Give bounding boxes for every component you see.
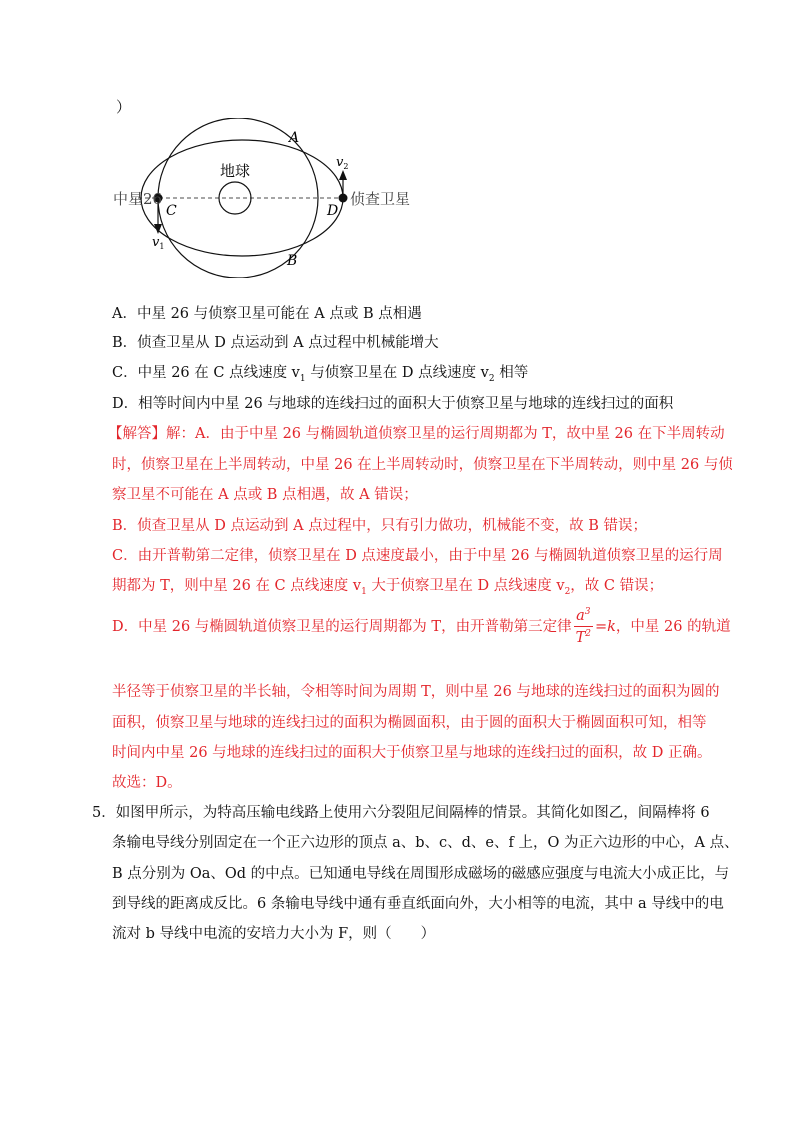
label-c: C <box>166 203 177 219</box>
answer-line-9: 面积，侦察卫星与地球的连线扫过的面积为椭圆面积，由于圆的面积大于椭圆面积可知，相等 <box>112 715 707 731</box>
answer-line-10: 时间内中星 26 与地球的连线扫过的面积大于侦察卫星与地球的连线扫过的面积，故 D 正确。 <box>112 745 712 761</box>
elliptical-orbit <box>141 140 343 256</box>
answer-line-1: 【解答】解：A．由于中星 26 与椭圆轨道侦察卫星的运行周期都为 T，故中星 26 在下半周转动 <box>108 426 725 442</box>
v2-arrow-head <box>339 170 347 180</box>
choice-c: C．中星 26 在 C 点线速度 $v_1$ 与侦察卫星在 D 点线速度 $v_2$ 相等 <box>112 365 529 384</box>
question-5-line-3: B 点分别为 Oa、Od 的中点。已知通电导线在周围形成磁场的磁感应强度与电流大小成正比，与 <box>112 866 730 882</box>
answer-line-8: 半径等于侦察卫星的半长轴，令相等时间为周期 T，则中星 26 与地球的连线扫过的面积为圆的 <box>112 684 720 700</box>
label-v1: $v_1$ <box>152 235 165 251</box>
label-a: A <box>289 130 300 146</box>
question-5-line-4: 到导线的距离成反比。6 条输电导线中通有垂直纸面向外，大小相等的电流，其中 a 导线中的电 <box>112 896 724 912</box>
answer-line-5: C．由开普勒第二定律，侦察卫星在 D 点速度最小，由于中星 26 与椭圆轨道侦察卫星的运行周 <box>112 548 723 564</box>
label-earth: 地球 <box>220 162 251 180</box>
satellite-d-dot <box>339 194 348 203</box>
question-closing-paren: ） <box>116 98 132 116</box>
kepler-fraction: $\frac{a^3}{T^2}$ <box>575 607 591 647</box>
answer-line-6: 期都为 T，则中星 26 在 C 点线速度 $v_1$ 大于侦察卫星在 D 点线速度 $v_2$，故 C 错误； <box>112 578 664 597</box>
question-5-line-5: 流对 b 导线中电流的安培力大小为 F，则（ ） <box>112 926 436 942</box>
label-right-satellite: 侦查卫星 <box>350 190 411 208</box>
label-left-satellite: 中星26 <box>113 190 163 208</box>
question-5-line-1: 5．如图甲所示，为特高压输电线路上使用六分裂阻尼间隔棒的情景。其简化如图乙，间隔棒将 6 <box>92 805 710 821</box>
answer-line-7: D．中星 26 与椭圆轨道侦察卫星的运行周期都为 T，由开普勒第三定律 $\frac{a^3}{T^2}$ =k，中星 26 的轨道 <box>112 607 731 647</box>
label-d: D <box>327 203 339 219</box>
question-5-line-2: 条输电导线分别固定在一个正六边形的顶点 a、b、c、d、e、f 上，O 为正六边形的中心，A 点、 <box>112 835 739 851</box>
label-v2: $v_2$ <box>336 155 349 171</box>
choice-d: D．相等时间内中星 26 与地球的连线扫过的面积大于侦察卫星与地球的连线扫过的面积 <box>112 396 674 412</box>
answer-line-11: 故选：D。 <box>112 775 182 791</box>
answer-line-4: B．侦查卫星从 D 点运动到 A 点过程中，只有引力做功，机械能不变，故 B 错误； <box>112 518 648 534</box>
label-b: B <box>287 253 298 269</box>
choice-a: A．中星 26 与侦察卫星可能在 A 点或 B 点相遇 <box>112 306 422 322</box>
choice-b: B．侦查卫星从 D 点运动到 A 点过程中机械能增大 <box>112 335 439 351</box>
orbit-diagram <box>108 118 428 278</box>
answer-line-3: 察卫星不可能在 A 点或 B 点相遇，故 A 错误； <box>112 487 418 503</box>
answer-line-2: 时，侦察卫星在上半周转动，中星 26 在上半周转动时，侦察卫星在下半周转动，则中星 26 与侦 <box>112 457 733 473</box>
